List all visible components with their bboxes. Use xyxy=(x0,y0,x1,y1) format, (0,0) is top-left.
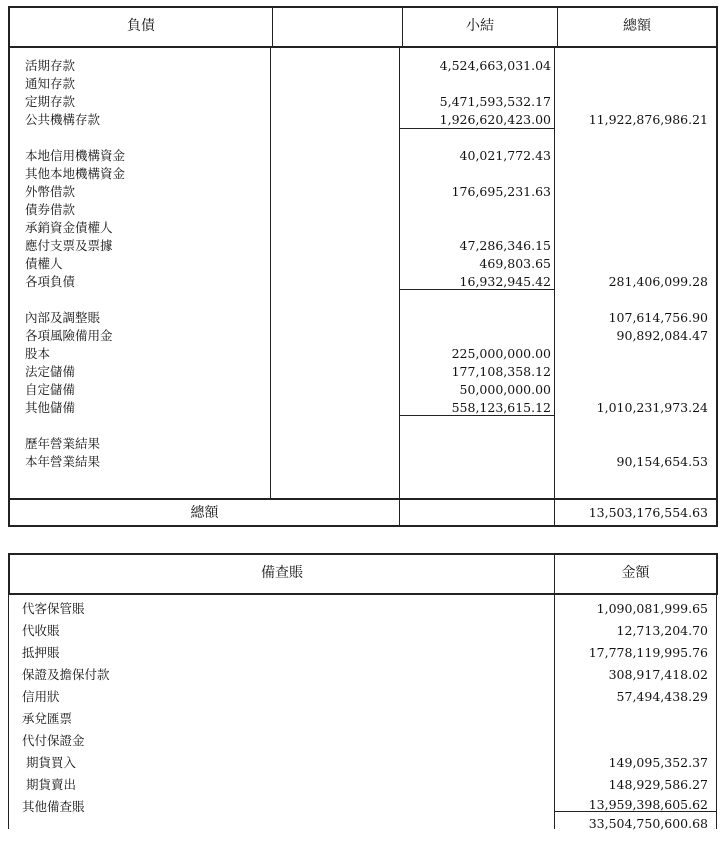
grand-total-value: 13,503,176,554.63 xyxy=(588,505,708,520)
table1-col-divider xyxy=(272,6,273,47)
row-label: 其他本地機構資金 xyxy=(25,166,126,181)
row-subtotal: 16,932,945.42 xyxy=(459,274,551,289)
row-subtotal: 225,000,000.00 xyxy=(451,346,551,361)
table1-col-divider xyxy=(270,47,271,499)
table1-border xyxy=(716,6,718,527)
row-label: 各項風險備用金 xyxy=(25,328,113,343)
subtotal-group-line xyxy=(399,415,555,416)
row-label: 法定儲備 xyxy=(25,364,76,379)
row-label: 債權人 xyxy=(25,256,63,271)
header-total: 總額 xyxy=(623,18,651,34)
row-total: 281,406,099.28 xyxy=(608,274,708,289)
row-subtotal: 1,926,620,423.00 xyxy=(439,112,551,127)
table2-border xyxy=(716,593,717,829)
table1-border xyxy=(8,525,718,527)
table1-border xyxy=(8,498,718,500)
row-subtotal: 40,021,772.43 xyxy=(459,148,551,163)
row-subtotal: 177,108,358.12 xyxy=(451,364,551,379)
grand-total-label: 總額 xyxy=(190,505,219,521)
header-liabilities: 負債 xyxy=(127,18,155,34)
table1-border xyxy=(8,46,718,48)
memo-amount: 17,778,119,995.76 xyxy=(588,645,708,660)
table1-col-divider xyxy=(399,47,400,527)
table2-border xyxy=(8,593,718,595)
row-label: 承銷資金債權人 xyxy=(25,220,113,235)
memo-amount: 149,095,352.37 xyxy=(608,755,708,770)
row-label: 自定儲備 xyxy=(25,382,76,397)
memo-label: 其他備查賬 xyxy=(22,799,85,814)
row-label: 其他儲備 xyxy=(25,400,76,415)
row-total: 1,010,231,973.24 xyxy=(596,400,708,415)
memo-label: 抵押賬 xyxy=(22,645,60,660)
memo-label: 信用狀 xyxy=(22,689,60,704)
row-subtotal: 558,123,615.12 xyxy=(451,400,551,415)
row-label: 外幣借款 xyxy=(25,184,76,199)
row-subtotal: 47,286,346.15 xyxy=(459,238,551,253)
table1-border xyxy=(8,6,718,8)
memo-label: 期貨賣出 xyxy=(26,777,77,792)
row-label: 通知存款 xyxy=(25,76,76,91)
table1-col-divider xyxy=(554,47,555,527)
row-subtotal: 5,471,593,532.17 xyxy=(439,94,551,109)
memo-label: 代付保證金 xyxy=(22,733,85,748)
memo-amount: 13,959,398,605.62 xyxy=(588,797,708,812)
memo-label: 保證及擔保付款 xyxy=(22,667,110,682)
subtotal-group-line xyxy=(399,289,555,290)
table2-border xyxy=(8,553,718,555)
table1-border xyxy=(8,6,10,527)
row-total: 90,154,654.53 xyxy=(616,454,708,469)
row-label: 定期存款 xyxy=(25,94,76,109)
memo-label: 代客保管賬 xyxy=(22,601,85,616)
header-amount: 金額 xyxy=(621,565,650,581)
memo-amount: 12,713,204.70 xyxy=(616,623,708,638)
row-label: 本地信用機構資金 xyxy=(25,148,126,163)
table2-col-divider xyxy=(554,593,555,829)
row-label: 債券借款 xyxy=(25,202,76,217)
memo-label: 承兌匯票 xyxy=(22,711,73,726)
memo-total: 33,504,750,600.68 xyxy=(588,816,708,831)
header-memo: 備查賬 xyxy=(261,565,303,581)
row-label: 歷年營業結果 xyxy=(25,436,101,451)
subtotal-group-line xyxy=(399,128,555,129)
header-subtotal: 小結 xyxy=(466,18,494,34)
memo-amount: 308,917,418.02 xyxy=(608,667,708,682)
row-total: 11,922,876,986.21 xyxy=(588,112,708,127)
memo-amount: 148,929,586.27 xyxy=(608,777,708,792)
table2-border xyxy=(716,553,718,595)
memo-amount: 57,494,438.29 xyxy=(616,689,708,704)
memo-label: 期貨買入 xyxy=(26,755,77,770)
row-subtotal: 4,524,663,031.04 xyxy=(439,58,551,73)
row-subtotal: 469,803.65 xyxy=(479,256,551,271)
memo-label: 代收賬 xyxy=(22,623,60,638)
row-total: 90,892,084.47 xyxy=(616,328,708,343)
row-subtotal: 50,000,000.00 xyxy=(459,382,551,397)
row-label: 股本 xyxy=(25,346,51,361)
row-label: 應付支票及票據 xyxy=(25,238,113,253)
row-total: 107,614,756.90 xyxy=(608,310,708,325)
row-subtotal: 176,695,231.63 xyxy=(451,184,551,199)
row-label: 活期存款 xyxy=(25,58,76,73)
row-label: 各項負債 xyxy=(25,274,76,289)
memo-amount: 1,090,081,999.65 xyxy=(596,601,708,616)
table2-border xyxy=(8,593,9,829)
row-label: 本年營業結果 xyxy=(25,454,101,469)
row-label: 內部及調整賬 xyxy=(25,310,101,325)
row-label: 公共機構存款 xyxy=(25,112,101,127)
